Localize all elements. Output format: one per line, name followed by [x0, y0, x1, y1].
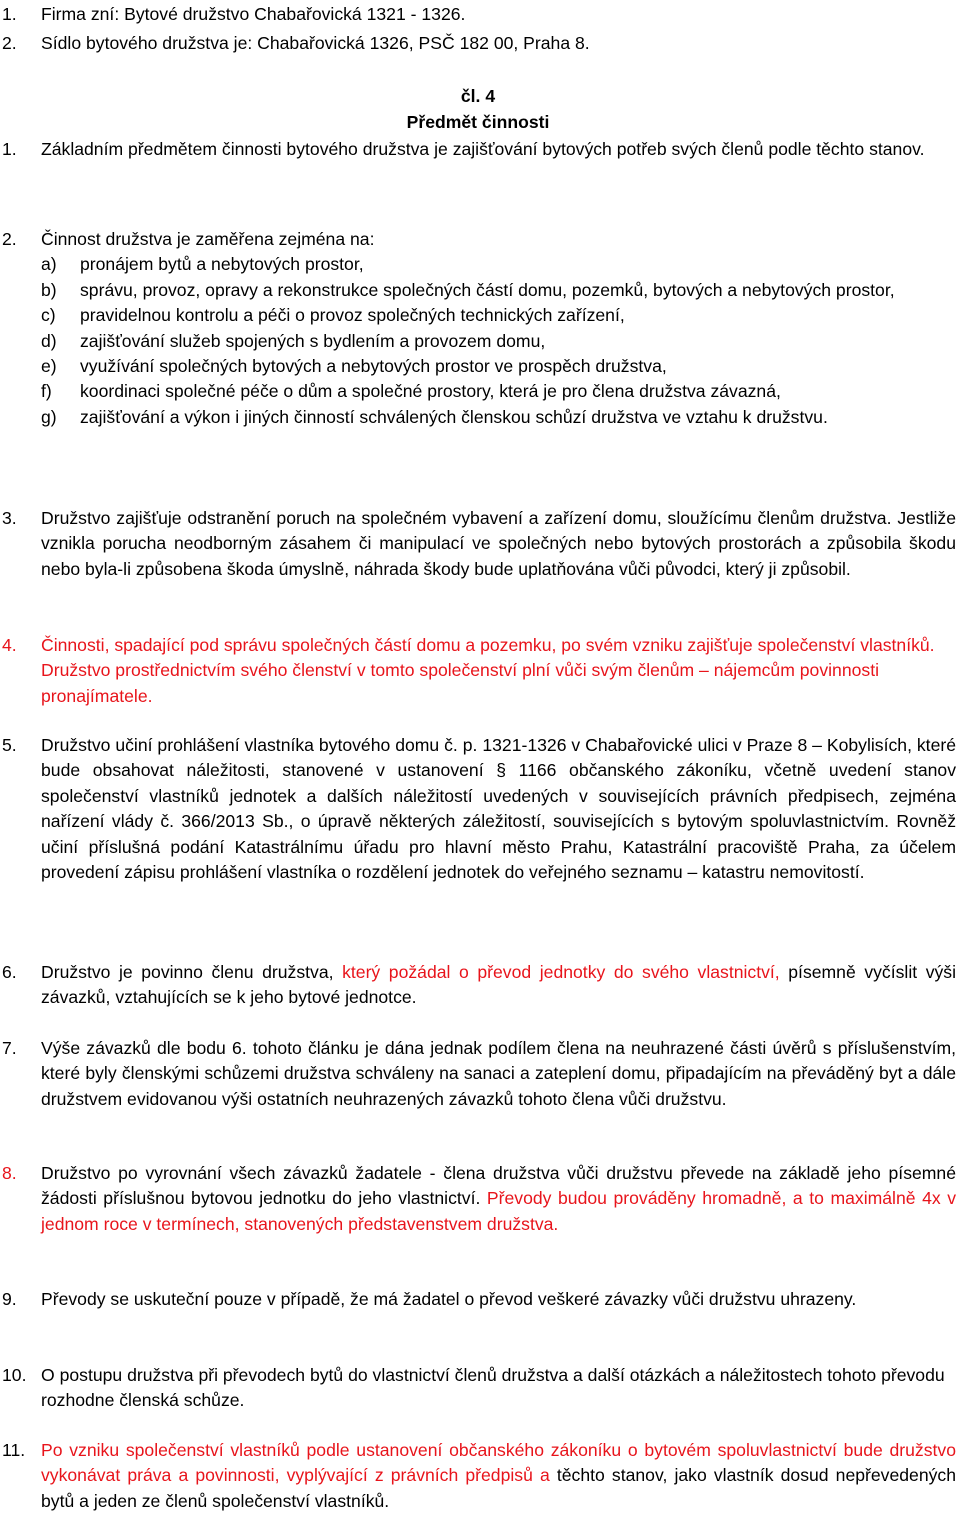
list-text: správu, provoz, opravy a rekonstrukce společných částí domu, pozemků, bytových a nebytových prostor, — [80, 279, 895, 300]
list-text: pravidelnou kontrolu a péči o provoz společných technických zařízení, — [80, 305, 625, 326]
intro-item-firm-name — [0, 2, 956, 27]
paragraph-text — [41, 1438, 956, 1514]
list-letter: d) — [41, 330, 57, 351]
list-item — [0, 379, 956, 404]
paragraph-text: Družstvo učiní prohlášení vlastníka bytového domu č. p. 1321-1326 v Chabařovické ulici v Praze 8 – Kobylisích, které bude obsahovat náležitosti, stanovené v ustanovení § 1166 občanského zákoníku, včetně uvedení stanov společenství vlastníků jednotek a dalších náležitostí uvedených v souvisejících právních předpisech, zejména nařízení vlády č. 366/2013 Sb., o úpravě některých záležitostí, souvisejících s bytovým spoluvlastnictvím. Rovněž učiní příslušná podání Katastrálnímu úřadu pro hlavní město Prahu, Katastrální pracoviště Praha, za účelem provedení zápisu prohlášení vlastníka o rozdělení jednotek do veřejného seznamu – katastru nemovitostí. — [41, 735, 956, 883]
paragraph-text: Činnost družstva je zaměřena zejména na: — [41, 229, 375, 249]
paragraph-text: Základním předmětem činnosti bytového družstva je zajišťování bytových potřeb svých členů podle těchto stanov. — [41, 139, 925, 159]
item-number: 6. — [2, 962, 17, 982]
item-text: Sídlo bytového družstva je: Chabařovická 1326, PSČ 182 00, Praha 8. — [41, 33, 590, 53]
text-part: písemně vyčíslit výši závazků, vztahujících se k jeho bytové jednotce. — [41, 962, 956, 1008]
list-item — [0, 252, 956, 277]
item-number: 5. — [2, 735, 17, 755]
highlighted-text: Po vzniku společenství vlastníků podle ustanovení občanského zákoníku o bytovém spoluvlastnictví bude družstvo vykonávat práva a povinnosti, vyplývající z právních předpisů a — [41, 1440, 956, 1486]
paragraph-7 — [0, 1036, 956, 1112]
item-number: 1. — [2, 4, 17, 24]
item-number: 8. — [2, 1163, 17, 1183]
item-number: 3. — [2, 508, 17, 528]
list-text: využívání společných bytových a nebytových prostor ve prospěch družstva, — [80, 356, 667, 377]
list-letter: a) — [41, 254, 57, 275]
paragraph-text: O postupu družstva při převodech bytů do vlastnictví členů družstva a další otázkách a náležitostech tohoto převodu rozhodne členská schůze. — [41, 1365, 945, 1411]
item-number: 10. — [2, 1365, 27, 1385]
item-number: 4. — [2, 635, 17, 655]
paragraph-9 — [0, 1287, 956, 1312]
paragraph-2 — [0, 227, 956, 430]
text-part: Družstvo je povinno členu družstva, — [41, 962, 343, 982]
list-letter: e) — [41, 356, 57, 377]
list-letter: f) — [41, 381, 52, 402]
item-number: 7. — [2, 1038, 17, 1058]
list-item — [0, 278, 956, 303]
intro-item-seat — [0, 31, 956, 56]
paragraph-10 — [0, 1363, 956, 1414]
item-number: 2. — [2, 33, 17, 53]
list-item — [0, 354, 956, 379]
item-text: Firma zní: Bytové družstvo Chabařovická 1321 - 1326. — [41, 4, 466, 24]
paragraph-11 — [0, 1438, 956, 1514]
highlighted-text: který požádal o převod jednotky do svého vlastnictví, — [342, 962, 780, 982]
paragraph-text — [41, 960, 956, 1011]
list-item — [0, 329, 956, 354]
paragraph-6 — [0, 960, 956, 1011]
list-letter: c) — [41, 305, 56, 326]
paragraph-3 — [0, 506, 956, 582]
article-number: čl. 4 — [460, 86, 496, 106]
paragraph-5 — [0, 733, 956, 885]
list-letter: b) — [41, 279, 57, 300]
paragraph-8 — [0, 1161, 956, 1237]
paragraph-text: Převody se uskuteční pouze v případě, že má žadatel o převod veškeré závazky vůči družstvu uhrazeny. — [41, 1289, 857, 1309]
paragraph-text: Činnosti, spadající pod správu společných částí domu a pozemku, po svém vzniku zajišťuje společenství vlastníků. Družstvo prostřednictvím svého členství v tomto společenství plní vůči svým členům – nájemcům povinnosti pronajímatele. — [41, 635, 935, 706]
paragraph-text: Výše závazků dle bodu 6. tohoto článku je dána jednak podílem člena na neuhrazené části úvěrů s příslušenstvím, které byly členskými schůzemi družstva schváleny na sanaci a zateplení domu, připadajícím na převáděný byt a dále družstvem evidovanou výši ostatních neuhrazených závazků tohoto člena vůči družstvu. — [41, 1038, 956, 1109]
article-title: Předmět činnosti — [406, 112, 550, 132]
list-text: koordinaci společné péče o dům a společné prostory, která je pro člena družstva závazná, — [80, 381, 781, 402]
item-number: 11. — [2, 1440, 26, 1460]
list-text: pronájem bytů a nebytových prostor, — [80, 254, 364, 275]
paragraph-4 — [0, 633, 956, 709]
item-number: 9. — [2, 1289, 17, 1309]
text-part: Družstvo po vyrovnání všech závazků žadatele - člena družstva vůči družstvu převede na základě jeho písemné žádosti příslušnou bytovou jednotku do jeho vlastnictví. — [41, 1163, 956, 1209]
paragraph-text — [41, 1161, 956, 1237]
list-item — [0, 405, 956, 430]
list-item — [0, 303, 956, 328]
paragraph-1 — [0, 137, 956, 162]
text-part: těchto stanov, jako vlastník dosud nepřevedených bytů a jeden ze členů společenství vlastníků. — [41, 1465, 956, 1511]
list-text: zajišťování a výkon i jiných činností schválených členskou schůzí družstva ve vztahu k družstvu. — [80, 406, 828, 427]
list-text: zajišťování služeb spojených s bydlením a provozem domu, — [80, 330, 546, 351]
highlighted-text: Převody budou prováděny hromadně, a to maximálně 4x v jednom roce v termínech, stanovených představenstvem družstva. — [41, 1188, 957, 1234]
paragraph-text: Družstvo zajišťuje odstranění poruch na společném vybavení a zařízení domu, sloužícímu členům družstva. Jestliže vznikla porucha neodborným zásahem či manipulací ve společných nebo bytových prostorách a způsobila škodu nebo byla-li způsobena škoda úmyslně, náhrada škody bude uplatňována vůči původci, který ji způsobil. — [41, 508, 956, 579]
item-number: 2. — [2, 229, 17, 249]
item-number: 1. — [2, 139, 17, 159]
list-letter: g) — [41, 406, 57, 427]
